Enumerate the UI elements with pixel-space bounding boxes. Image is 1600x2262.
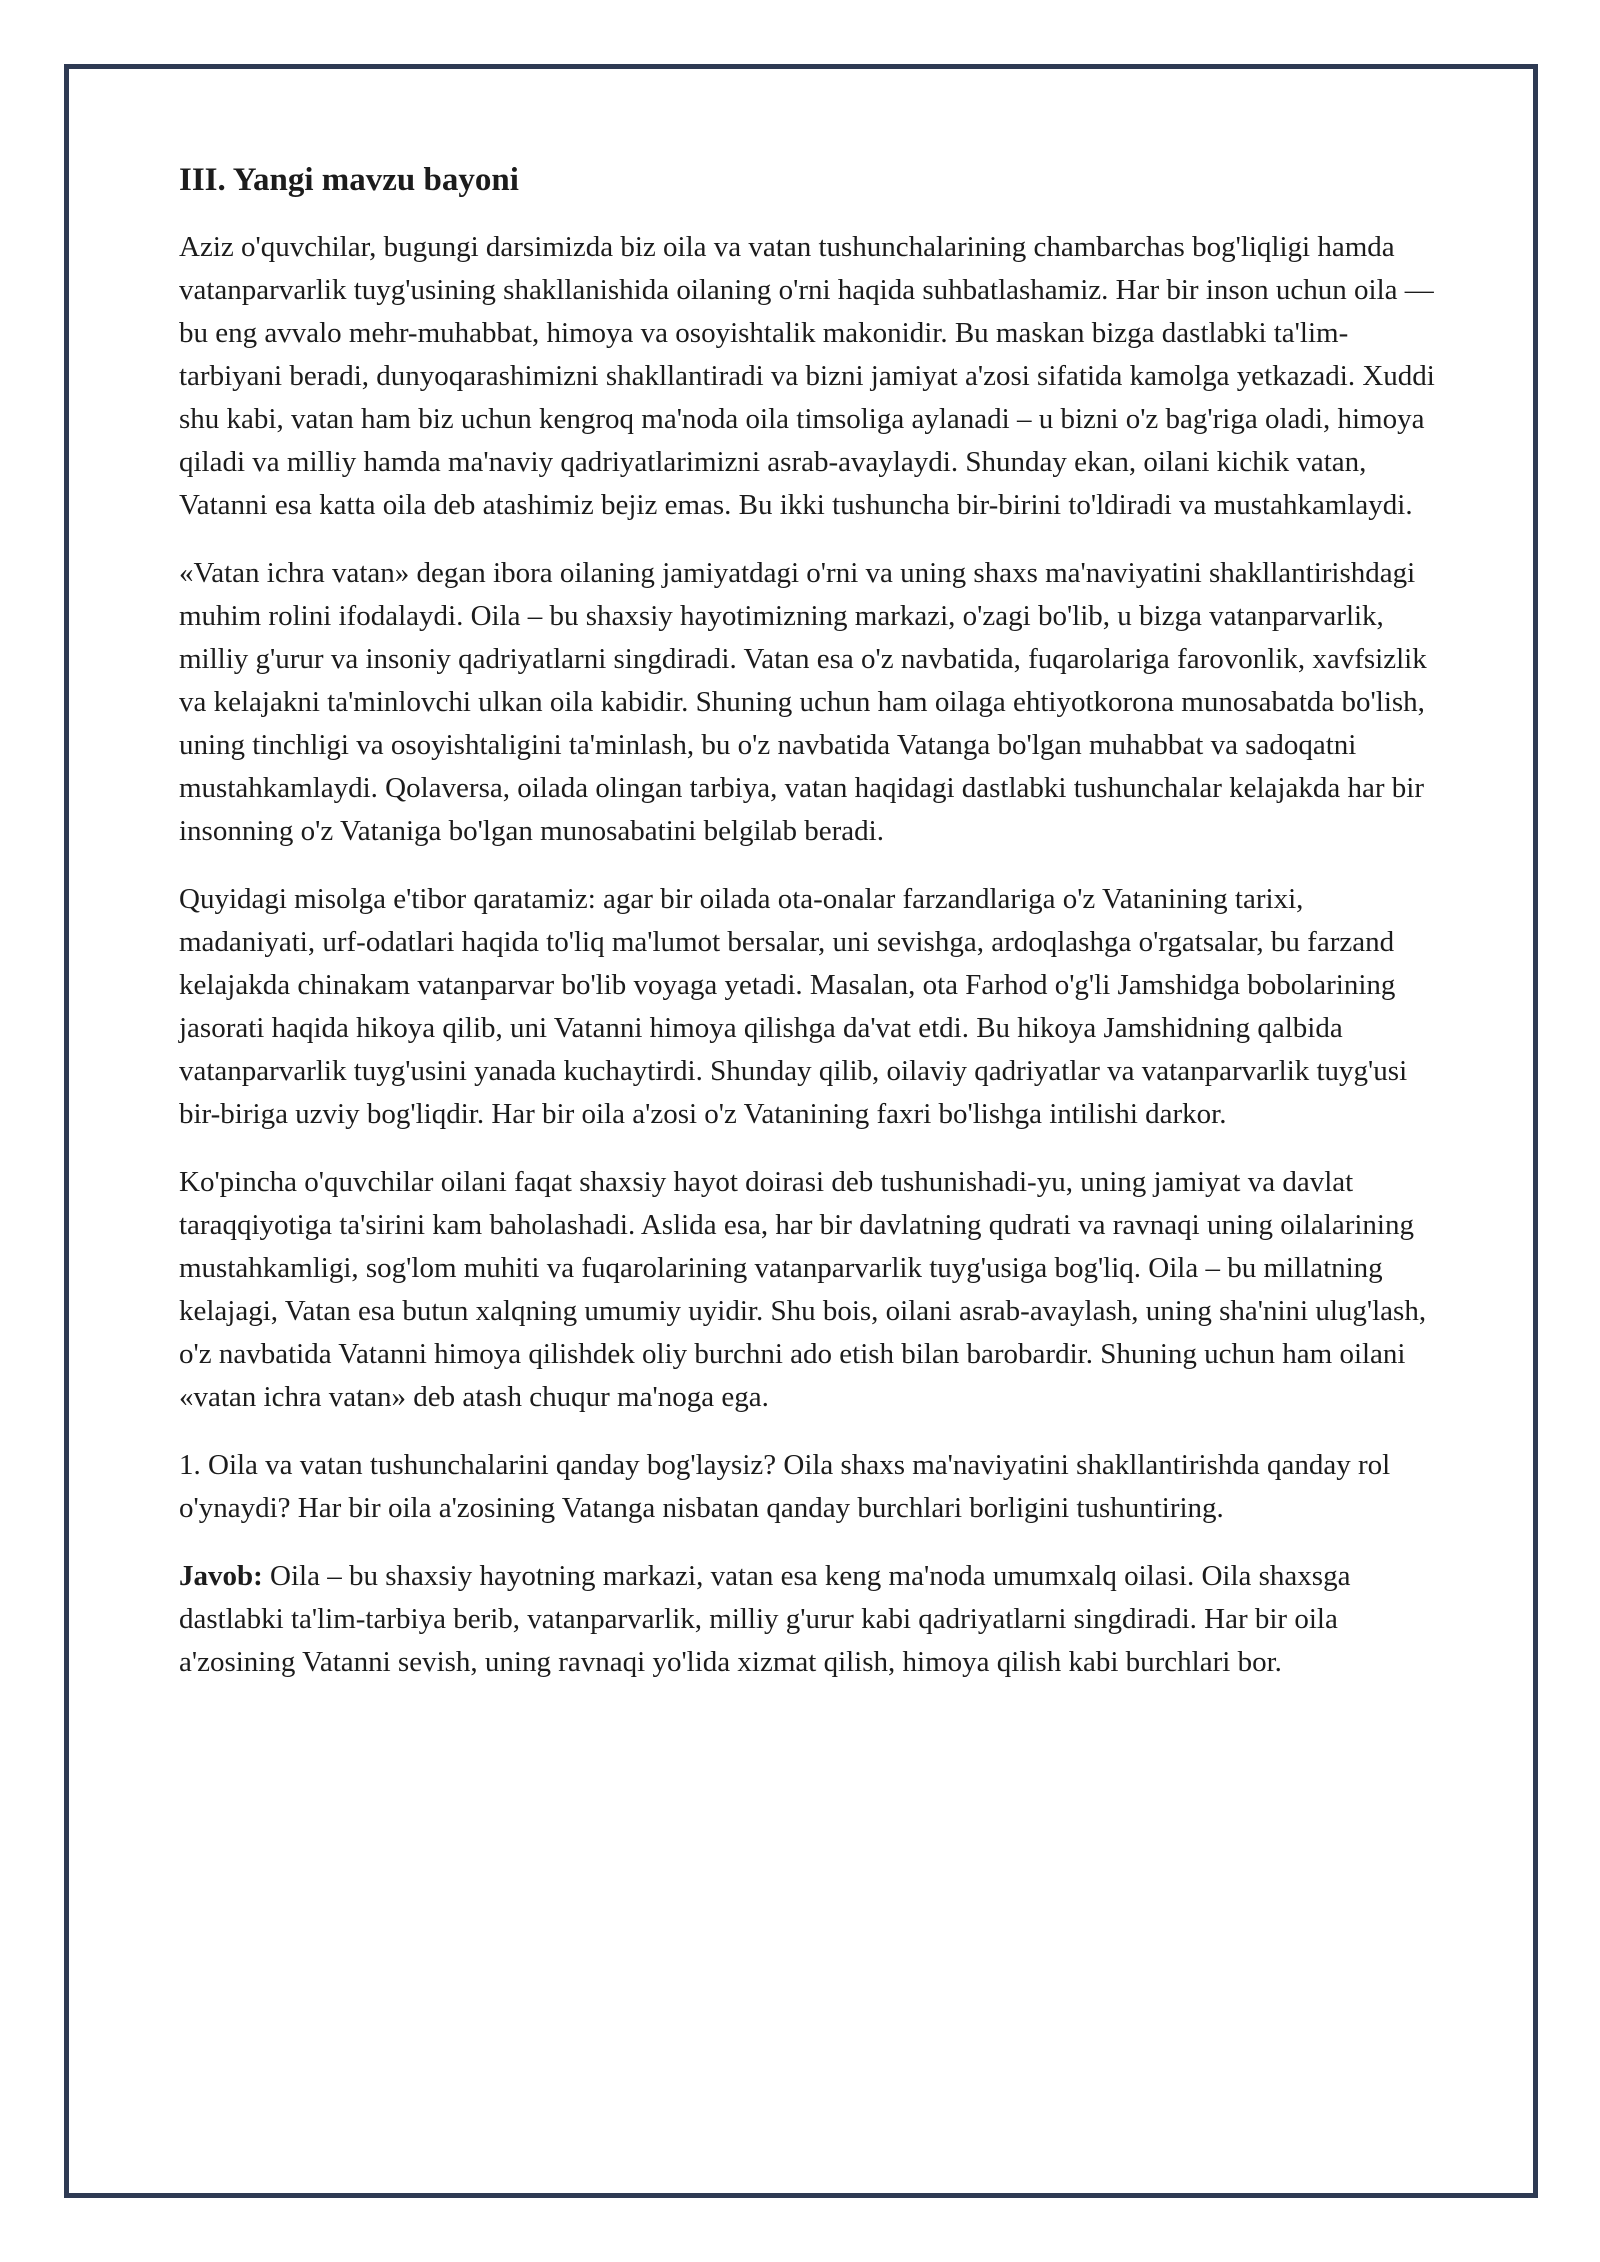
- answer-paragraph: [179, 1555, 1439, 1684]
- page-border: [64, 64, 1538, 2198]
- answer-text: Oila – bu shaxsiy hayotning markazi, vatan esa keng ma'noda umumxalq oilasi. Oila shaxsga dastlabki ta'lim-tarbiya berib, vatanparvarlik, milliy g'urur kabi qadriyatlarni singdiradi. Har bir oila a'zosining Vatanni sevish, uning ravnaqi yo'lida xizmat qilish, himoya qilish kabi burchlari bor.: [179, 1559, 1351, 1678]
- question-1: 1. Oila va vatan tushunchalarini qanday bog'laysiz? Oila shaxs ma'naviyatini shakllantirishda qanday rol o'ynaydi? Har bir oila a'zosining Vatanga nisbatan qanday burchlari borligini tushuntiring.: [179, 1448, 1391, 1524]
- paragraph-example: Quyidagi misolga e'tibor qaratamiz: agar bir oilada ota-onalar farzandlariga o'z Vatanining tarixi, madaniyati, urf-odatlari haqida to'liq ma'lumot bersalar, uni sevishga, ardoqlashga o'rgatsalar, bu farzand kelajakda chinakam vatanparvar bo'lib voyaga yetadi. Masalan, ota Farhod o'g'li Jamshidga bobolarining jasorati haqida hikoya qilib, uni Vatanni himoya qilishga da'vat etdi. Bu hikoya Jamshidning qalbida vatanparvarlik tuyg'usini yanada kuchaytirdi. Shunday qilib, oilaviy qadriyatlar va vatanparvarlik tuyg'usi bir-biriga uzviy bog'liqdir. Har bir oila a'zosi o'z Vatanining faxri bo'lishga intilishi darkor.: [179, 882, 1408, 1130]
- paragraph-intro: Aziz o'quvchilar, bugungi darsimizda biz oila va vatan tushunchalarining chambarchas bog'liqligi hamda vatanparvarlik tuyg'usining shakllanishida oilaning o'rni haqida suhbatlashamiz. Har bir inson uchun oila — bu eng avvalo mehr-muhabbat, himoya va osoyishtalik makonidir. Bu maskan bizga dastlabki ta'lim-tarbiyani beradi, dunyoqarashimizni shakllantiradi va bizni jamiyat a'zosi sifatida kamolga yetkazadi. Xuddi shu kabi, vatan ham biz uchun kengroq ma'noda oila timsoliga aylanadi – u bizni o'z bag'riga oladi, himoya qiladi va milliy hamda ma'naviy qadriyatlarimizni asrab-avaylaydi. Shunday ekan, oilani kichik vatan, Vatanni esa katta oila deb atashimiz bejiz emas. Bu ikki tushuncha bir-birini to'ldiradi va mustahkamlaydi.: [179, 230, 1435, 521]
- section-title: III. Yangi mavzu bayoni: [179, 162, 519, 198]
- answer-label: Javob:: [179, 1559, 263, 1592]
- document-body: [179, 159, 1439, 1709]
- paragraph-society: Ko'pincha o'quvchilar oilani faqat shaxsiy hayot doirasi deb tushunishadi-yu, uning jamiyat va davlat taraqqiyotiga ta'sirini kam baholashadi. Aslida esa, har bir davlatning qudrati va ravnaqi uning oilalarining mustahkamligi, sog'lom muhiti va fuqarolarining vatanparvarlik tuyg'usiga bog'liq. Oila – bu millatning kelajagi, Vatan esa butun xalqning umumiy uyidir. Shu bois, oilani asrab-avaylash, uning sha'nini ulug'lash, o'z navbatida Vatanni himoya qilishdek oliy burchni ado etish bilan barobardir. Shuning uchun ham oilani «vatan ichra vatan» deb atash chuqur ma'noga ega.: [179, 1165, 1427, 1413]
- paragraph-vatan-ichra-vatan: «Vatan ichra vatan» degan ibora oilaning jamiyatdagi o'rni va uning shaxs ma'naviyatini shakllantirishdagi muhim rolini ifodalaydi. Oila – bu shaxsiy hayotimizning markazi, o'zagi bo'lib, u bizga vatanparvarlik, milliy g'urur va insoniy qadriyatlarni singdiradi. Vatan esa o'z navbatida, fuqarolariga farovonlik, xavfsizlik va kelajakni ta'minlovchi ulkan oila kabidir. Shuning uchun ham oilaga ehtiyotkorona munosabatda bo'lish, uning tinchligi va osoyishtaligini ta'minlash, bu o'z navbatida Vatanga bo'lgan muhabbat va sadoqatni mustahkamlaydi. Qolaversa, oilada olingan tarbiya, vatan haqidagi dastlabki tushunchalar kelajakda har bir insonning o'z Vataniga bo'lgan munosabatini belgilab beradi.: [179, 556, 1427, 847]
